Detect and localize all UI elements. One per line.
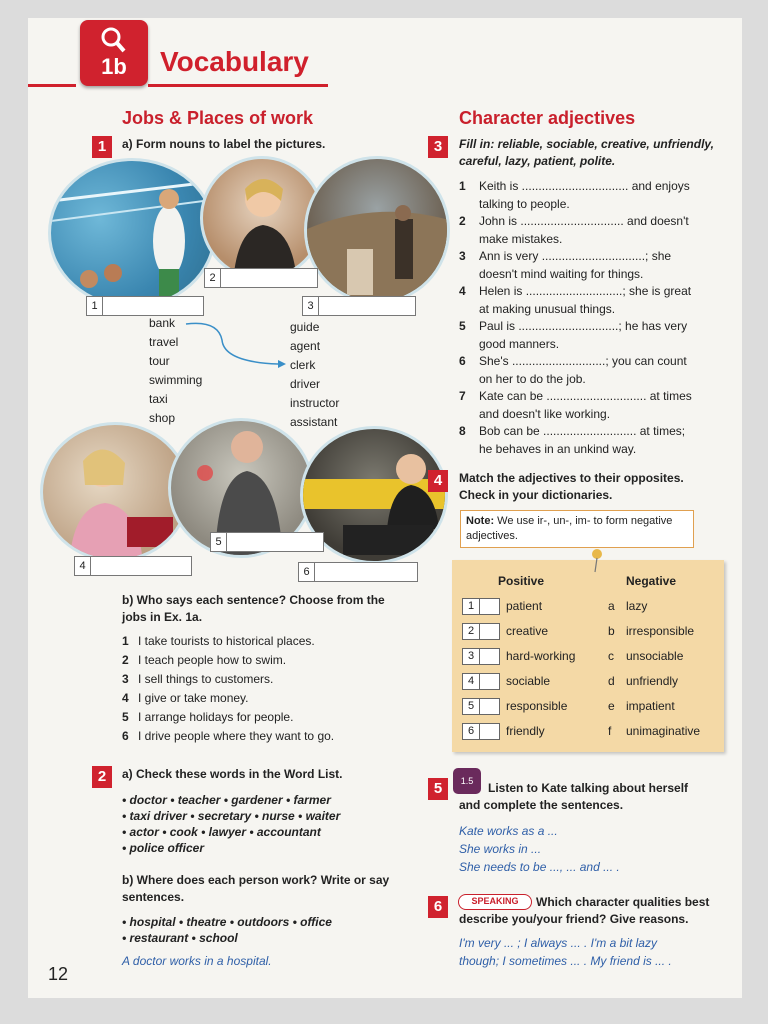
list-item [459,213,731,248]
item-line: She's ............................; you can count [479,354,687,368]
list-item [122,689,422,708]
ex4-instruction-line1: Match the adjectives to their opposites. [459,471,684,485]
note-text: We use ir-, un-, im- to form negative adjectives. [466,515,673,542]
table-row [462,673,718,693]
ex2-instruction-a: a) Check these words in the Word List. [122,767,343,781]
ex5-instruction-line1: Listen to Kate talking about herself [488,781,689,795]
label-number: 4 [75,557,91,575]
pool-lanes [51,161,216,308]
section-title-adjectives: Character adjectives [459,108,636,128]
section-title-jobs: Jobs & Places of work [122,108,314,128]
positive-adjective: responsible [506,699,568,713]
list-item [459,388,731,423]
label-number: 1 [87,297,103,315]
label-box-6[interactable] [298,562,418,582]
item-line: on her to do the job. [479,371,586,386]
item-number: 4 [459,284,466,298]
label-box-2[interactable] [204,268,318,288]
note-label: Note: [466,515,495,527]
row-number: 6 [463,724,480,739]
ex6-example-line: I'm very ... ; I always ... . I'm a bit lazy [459,936,657,950]
list-item [459,248,731,283]
unit-code: 1b [101,54,127,79]
label-number: 5 [211,533,227,551]
exercise-number-5: 5 [428,778,448,800]
table-row [462,598,718,618]
item-line: and doesn't like working. [479,406,611,421]
item-text: I sell things to customers. [138,672,274,686]
table-row [462,723,718,743]
item-text: I arrange holidays for people. [138,710,294,724]
item-number: 1 [122,634,129,648]
word-left: bank [149,316,176,330]
ex3-instruction-line1: Fill in: reliable, sociable, creative, unfriendly, [459,137,714,151]
row-number: 4 [463,674,480,689]
ex5-instruction-line2: and complete the sentences. [459,798,624,812]
item-line: talking to people. [479,196,570,211]
label-box-5[interactable] [210,532,324,552]
negative-adjective: unsociable [626,649,684,663]
word-right: guide [290,320,320,334]
answer-box[interactable] [462,598,500,615]
page-number: 12 [48,964,69,984]
negative-adjective: unfriendly [626,674,679,688]
table-row [462,698,718,718]
item-line: doesn't mind waiting for things. [479,266,644,281]
note-box [460,510,694,548]
positive-header: Positive [498,574,545,588]
places-line: • restaurant • school [122,931,238,945]
label-box-1[interactable] [86,296,204,316]
item-text: I teach people how to swim. [138,653,287,667]
word-right: driver [290,377,321,391]
list-item [459,353,731,388]
page-title: Vocabulary [160,46,309,77]
item-number: 8 [459,424,466,438]
ex1-sentence-list [122,632,422,746]
item-number: 5 [459,319,466,333]
list-item [459,423,731,458]
negative-adjective: unimaginative [626,724,701,738]
ex3-sentence-list [459,178,731,458]
ex2-instruction-b: b) Where does each person work? Write or say sentences. [122,873,390,904]
item-number: 4 [122,691,129,705]
list-item [122,632,422,651]
item-line: Paul is ..............................; he has very [479,319,688,333]
item-line: Helen is .............................; she is great [479,284,692,298]
ex1-instruction-b: b) Who says each sentence? Choose from the jobs in Ex. 1a. [122,593,385,624]
option-letter: e [608,699,615,713]
table-row [462,623,718,643]
item-number: 5 [122,710,129,724]
list-item [459,283,731,318]
ex5-line: She works in ... [459,842,542,856]
label-number: 6 [299,563,315,581]
guide-figures [307,159,450,304]
magnifier-icon [100,26,126,54]
negative-adjective: lazy [626,599,648,613]
item-line: make mistakes. [479,231,563,246]
word-list-line: • actor • cook • lawyer • accountant [122,825,321,839]
example-arrow [178,318,288,370]
label-box-4[interactable] [74,556,192,576]
pin-icon [590,548,604,574]
row-number: 5 [463,699,480,714]
word-right: instructor [290,396,340,410]
header-rule-left [28,84,76,87]
positive-adjective: hard-working [506,649,576,663]
negative-header: Negative [626,574,677,588]
audio-track-number: 1.5 [460,776,474,786]
list-item [122,708,422,727]
option-letter: b [608,624,615,638]
word-left: tour [149,354,170,368]
word-right: assistant [290,415,338,429]
label-number: 3 [303,297,319,315]
item-line: Kate can be .............................. at times [479,389,692,403]
list-item [122,727,422,746]
row-number: 2 [463,624,480,639]
exercise-number-2: 2 [92,766,112,788]
positive-adjective: sociable [506,674,551,688]
item-text: I drive people where they want to go. [138,729,335,743]
word-left: travel [149,335,179,349]
item-number: 7 [459,389,466,403]
ex6-instruction-line2: describe you/your friend? Give reasons. [459,912,689,926]
photo-tour-guide [304,156,450,304]
adjective-opposites-table [452,560,724,752]
table-row [462,648,718,668]
word-left: taxi [149,392,168,406]
item-line: he behaves in an unkind way. [479,441,637,456]
item-number: 3 [459,249,466,263]
answer-box[interactable] [462,673,500,690]
exercise-number-3: 3 [428,136,448,158]
item-line: at making unusual things. [479,301,616,316]
item-number: 1 [459,179,466,193]
label-number: 2 [205,269,221,287]
answer-box[interactable] [462,723,500,740]
ex4-instruction-line2: Check in your dictionaries. [459,488,613,502]
word-list-line: • doctor • teacher • gardener • farmer [122,793,331,807]
speaking-badge: SPEAKING [458,894,532,910]
word-right: clerk [290,358,316,372]
row-number: 1 [463,599,480,614]
list-item [459,318,731,353]
taxi-figure [303,429,448,564]
ex2-example: A doctor works in a hospital. [122,954,272,968]
item-line: Bob can be ............................ at times; [479,424,686,438]
positive-adjective: friendly [506,724,545,738]
answer-box[interactable] [462,623,500,640]
word-left: shop [149,411,176,425]
answer-box[interactable] [462,698,500,715]
ex5-line: She needs to be ..., ... and ... . [459,860,620,874]
answer-box[interactable] [462,648,500,665]
photo-swimming-instructor [48,158,216,308]
item-number: 6 [459,354,466,368]
positive-adjective: patient [506,599,543,613]
item-number: 2 [122,653,129,667]
header-rule-right [148,84,328,87]
ex6-instruction-line1: Which character qualities best [536,895,710,909]
item-line: Ann is very ...............................; she [479,249,672,263]
item-number: 3 [122,672,129,686]
option-letter: f [608,724,612,738]
word-left: swimming [149,373,203,387]
places-line: • hospital • theatre • outdoors • office [122,915,332,929]
item-number: 6 [122,729,129,743]
item-number: 2 [459,214,466,228]
word-list-line: • police officer [122,841,205,855]
exercise-number-6: 6 [428,896,448,918]
ex3-instruction-line2: careful, lazy, patient, polite. [459,154,616,168]
item-line: good manners. [479,336,560,351]
item-text: I take tourists to historical places. [138,634,315,648]
item-line: John is ............................... and doesn't [479,214,689,228]
exercise-number-1: 1 [92,136,112,158]
exercise-number-4: 4 [428,470,448,492]
list-item [122,670,422,689]
positive-adjective: creative [506,624,549,638]
item-line: Keith is ................................ and enjoys [479,179,690,193]
word-list-line: • taxi driver • secretary • nurse • waiter [122,809,341,823]
ex6-example-line: though; I sometimes ... . My friend is ... . [459,954,672,968]
textbook-page [28,18,742,998]
option-letter: a [608,599,615,613]
ex5-line: Kate works as a ... [459,824,558,838]
ex1-instruction-a: a) Form nouns to label the pictures. [122,137,326,151]
unit-badge [80,20,148,86]
word-right: agent [290,339,321,353]
negative-adjective: irresponsible [626,624,695,638]
option-letter: d [608,674,615,688]
option-letter: c [608,649,614,663]
list-item [122,651,422,670]
row-number: 3 [463,649,480,664]
negative-adjective: impatient [626,699,675,713]
item-text: I give or take money. [138,691,249,705]
label-box-3[interactable] [302,296,416,316]
list-item [459,178,731,213]
audio-track-icon[interactable] [453,768,481,794]
